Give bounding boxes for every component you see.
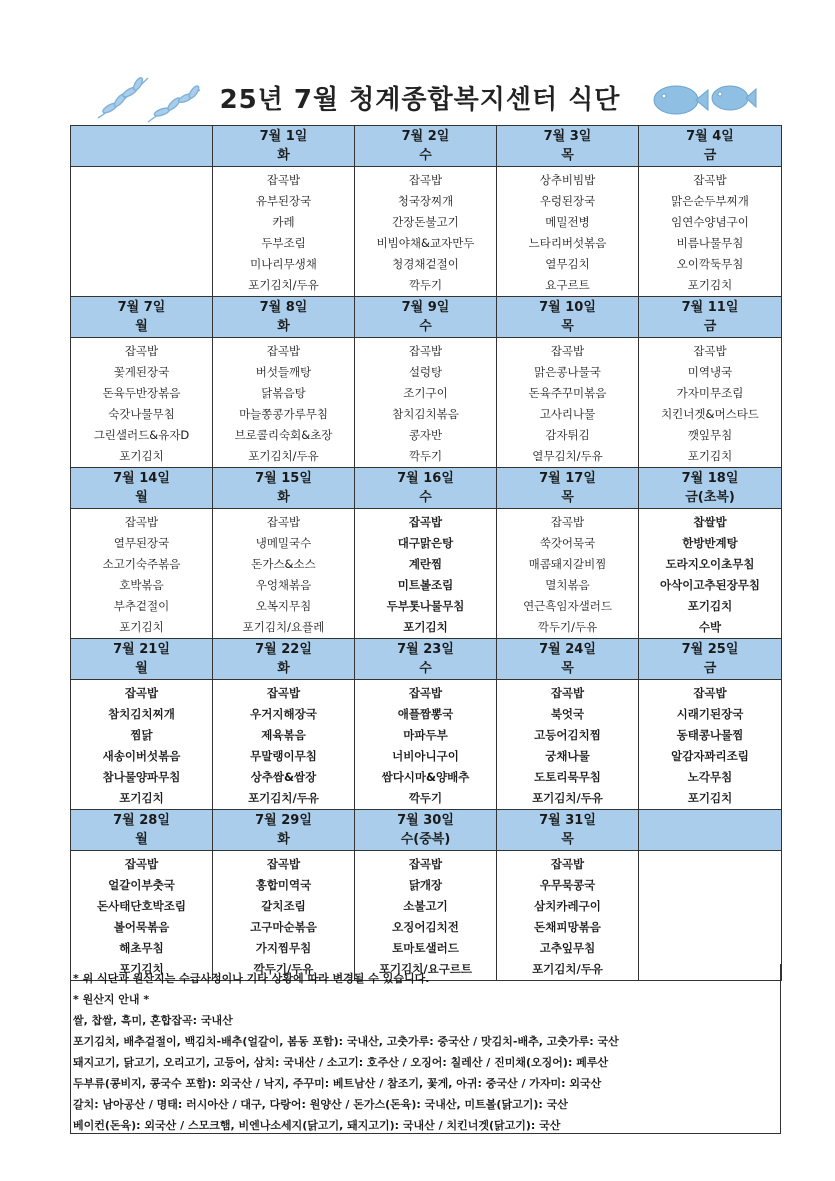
menu-item: 쌈다시마&양배추 — [381, 770, 470, 784]
weekday-label: 목 — [561, 148, 574, 163]
date-label: 7월 18일 — [681, 471, 739, 486]
date-label — [71, 126, 212, 127]
weekday-label: 목 — [561, 490, 574, 505]
date-row — [71, 126, 782, 167]
date-label: 7월 22일 — [255, 642, 312, 657]
menu-item: 찜닭 — [130, 728, 153, 742]
date-label — [639, 810, 781, 811]
menu-item: 매콤돼지갈비찜 — [528, 557, 607, 571]
menu-item: 잡곡밥 — [550, 857, 585, 871]
menu-item: 그린샐러드&유자D — [93, 428, 190, 442]
menu-item: 동태콩나물찜 — [676, 728, 744, 742]
date-row — [71, 639, 782, 680]
date-cell — [497, 468, 639, 509]
menu-item: 부추겉절이 — [113, 599, 170, 613]
date-label: 7월 29일 — [255, 813, 312, 828]
menu-item: 소불고기 — [403, 899, 448, 913]
menu-item: 느타리버섯볶음 — [528, 236, 607, 250]
date-cell — [71, 810, 213, 851]
menu-item: 잡곡밥 — [693, 173, 727, 187]
menu-item: 오이깍둑무침 — [676, 257, 744, 271]
menu-item: 깍두기/두유 — [253, 962, 314, 976]
notes-line: 포기김치, 배추겉절이, 백김치-배추(얼갈이, 봄동 포함): 국내산, 고춧가루: 중국산 / 맛김치-배추, 고춧가루: 국산 — [73, 1035, 619, 1048]
date-cell — [355, 810, 497, 851]
menu-cell — [355, 167, 497, 297]
weekday-label: 수 — [419, 319, 432, 334]
date-label: 7월 21일 — [113, 642, 170, 657]
date-label: 7월 7일 — [117, 300, 166, 315]
date-label: 7월 3일 — [543, 129, 592, 144]
weekday-label: 월 — [135, 319, 148, 334]
notes-line: 두부류(콩비지, 콩국수 포함): 외국산 / 낙지, 주꾸미: 베트남산 / 참조기, 꽃게, 아귀: 중국산 / 가자미: 외국산 — [73, 1077, 602, 1090]
date-row — [71, 468, 782, 509]
menu-item: 포기김치 — [687, 449, 733, 463]
date-cell — [71, 639, 213, 680]
weekday-label: 금 — [703, 661, 717, 676]
date-cell — [497, 810, 639, 851]
menu-item: 가지찜무침 — [255, 941, 312, 955]
menu-item: 열무된장국 — [113, 536, 170, 550]
menu-item: 포기김치 — [119, 620, 164, 634]
date-cell — [355, 468, 497, 509]
menu-row — [71, 680, 782, 810]
menu-item: 미나리무생채 — [250, 257, 317, 271]
date-label: 7월 15일 — [255, 471, 312, 486]
date-cell — [497, 126, 639, 167]
menu-item: 돈사태단호박조림 — [97, 899, 186, 913]
menu-item: 요구르트 — [545, 278, 590, 292]
weekday-label: 화 — [277, 661, 290, 676]
menu-row — [71, 851, 782, 981]
menu-item: 포기김치/요플레 — [242, 620, 325, 634]
menu-item: 잡곡밥 — [408, 857, 443, 871]
menu-item: 임연수양념구이 — [671, 215, 749, 229]
menu-item: 마파두부 — [403, 728, 448, 742]
menu-item: 우엉채볶음 — [255, 578, 312, 592]
date-cell — [213, 639, 355, 680]
menu-item: 상추비빔밥 — [539, 173, 596, 187]
date-cell — [71, 297, 213, 338]
menu-cell — [71, 851, 213, 981]
menu-cell — [355, 851, 497, 981]
menu-item: 알감자꽈리조림 — [671, 749, 749, 763]
menu-item: 궁채나물 — [545, 749, 590, 763]
menu-item: 잡곡밥 — [408, 686, 443, 700]
date-cell — [639, 810, 782, 851]
notes-line: * 위 식단과 원산지는 수급사정이나 기타 상황에 따라 변경될 수 있습니다. — [73, 972, 430, 985]
menu-item: 잡곡밥 — [124, 686, 159, 700]
weekday-label: 수 — [419, 661, 432, 676]
menu-item: 꽃게된장국 — [113, 365, 170, 379]
weekday-label: 수 — [419, 148, 432, 163]
menu-table — [70, 125, 782, 981]
page-title: 25년 7월 청계종합복지센터 식단 — [219, 85, 621, 115]
menu-item: 가자미무조림 — [676, 386, 744, 400]
weekday-label: 목 — [561, 832, 574, 847]
menu-item: 잡곡밥 — [550, 515, 585, 529]
menu-item: 무말랭이무침 — [250, 749, 317, 763]
menu-item: 맑은순두부찌개 — [671, 194, 749, 208]
menu-item: 한방반계탕 — [682, 536, 738, 550]
weekday-label: 화 — [277, 148, 290, 163]
menu-cell — [355, 338, 497, 468]
menu-item: 삼치카레구이 — [534, 899, 601, 913]
menu-item: 맑은콩나물국 — [534, 365, 601, 379]
menu-item: 오징어김치전 — [392, 920, 459, 934]
date-cell — [355, 297, 497, 338]
menu-item: 깍두기 — [408, 449, 443, 463]
date-cell — [497, 639, 639, 680]
menu-item: 포기김치/두유 — [532, 791, 603, 805]
menu-item: 연근흑임자샐러드 — [523, 599, 612, 613]
date-label: 7월 24일 — [539, 642, 596, 657]
menu-item: 토마토샐러드 — [392, 941, 459, 955]
menu-item: 잡곡밥 — [124, 344, 159, 358]
menu-item: 포기김치 — [687, 791, 733, 805]
menu-item: 깍두기 — [408, 278, 443, 292]
menu-item: 우거지해장국 — [250, 707, 317, 721]
date-label: 7월 23일 — [397, 642, 454, 657]
menu-item: 비름나물무침 — [676, 236, 744, 250]
menu-item: 오복지무침 — [255, 599, 312, 613]
menu-item: 얼갈이부춧국 — [108, 878, 175, 892]
menu-item: 새송이버섯볶음 — [102, 749, 181, 763]
menu-cell — [213, 680, 355, 810]
menu-item: 참치김치찌개 — [108, 707, 175, 721]
menu-row — [71, 338, 782, 468]
menu-cell — [355, 509, 497, 639]
weekday-label: 수 — [419, 490, 432, 505]
date-cell — [71, 468, 213, 509]
menu-cell — [497, 167, 639, 297]
menu-cell — [639, 338, 782, 468]
date-cell — [213, 810, 355, 851]
menu-item: 조기구이 — [403, 386, 448, 400]
date-label: 7월 25일 — [681, 642, 739, 657]
date-cell — [497, 297, 639, 338]
date-cell — [355, 639, 497, 680]
menu-item: 잡곡밥 — [266, 686, 301, 700]
date-cell — [213, 297, 355, 338]
menu-item: 아삭이고추된장무침 — [660, 578, 760, 592]
menu-item: 두부톳나물무침 — [386, 599, 465, 613]
menu-item: 닭볶음탕 — [261, 386, 306, 400]
weekday-label: 화 — [277, 832, 290, 847]
menu-cell — [639, 680, 782, 810]
origin-notes — [70, 964, 781, 1134]
weekday-label: 월 — [135, 490, 148, 505]
weekday-label: 금 — [703, 319, 717, 334]
menu-cell — [213, 509, 355, 639]
menu-item: 포기김치/요구르트 — [378, 962, 473, 976]
menu-item: 너비아니구이 — [392, 749, 459, 763]
menu-item: 잡곡밥 — [266, 857, 301, 871]
date-label: 7월 17일 — [539, 471, 596, 486]
menu-item: 우렁된장국 — [539, 194, 596, 208]
menu-item: 깻잎무침 — [687, 428, 733, 442]
menu-item: 깍두기/두유 — [537, 620, 598, 634]
notes-line: * 원산지 안내 * — [73, 993, 150, 1006]
menu-item: 홍합미역국 — [255, 878, 312, 892]
date-cell — [213, 468, 355, 509]
menu-item: 고사리나물 — [539, 407, 596, 421]
menu-item: 포기김치/두유 — [532, 962, 603, 976]
menu-item: 포기김치 — [687, 278, 733, 292]
weekday-label: 목 — [561, 319, 574, 334]
menu-item: 브로콜리숙회&초장 — [234, 428, 333, 442]
menu-item: 참치김치볶음 — [392, 407, 459, 421]
menu-item: 설렁탕 — [408, 365, 443, 379]
weekday-label: 화 — [277, 319, 290, 334]
menu-item: 간장돈불고기 — [392, 215, 459, 229]
menu-item: 미트볼조림 — [397, 578, 454, 592]
menu-item: 찹쌀밥 — [693, 515, 727, 529]
menu-item: 도토리묵무침 — [534, 770, 601, 784]
menu-item: 포기김치/두유 — [248, 278, 319, 292]
page-header — [0, 62, 835, 128]
menu-cell — [639, 851, 782, 981]
menu-item: 포기김치 — [119, 962, 164, 976]
menu-item: 멸치볶음 — [545, 578, 590, 592]
notes-line: 쌀, 찹쌀, 흑미, 혼합잡곡: 국내산 — [73, 1014, 233, 1027]
menu-item: 감자튀김 — [545, 428, 590, 442]
menu-item: 돈육주꾸미볶음 — [528, 386, 607, 400]
notes-line: 베이컨(돈육): 외국산 / 스모크햄, 비엔나소세지(닭고기, 돼지고기): 국내산 / 치킨너겟(닭고기): 국산 — [73, 1119, 561, 1132]
date-label: 7월 10일 — [539, 300, 596, 315]
menu-item: 냉메밀국수 — [255, 536, 312, 550]
menu-item: 소고기숙주볶음 — [102, 557, 181, 571]
menu-item: 메밀전병 — [545, 215, 590, 229]
menu-item: 포기김치 — [687, 599, 733, 613]
menu-item: 잡곡밥 — [266, 515, 301, 529]
date-cell — [639, 639, 782, 680]
menu-item: 잡곡밥 — [124, 515, 159, 529]
menu-cell — [355, 680, 497, 810]
menu-item: 우무묵콩국 — [539, 878, 596, 892]
date-row — [71, 297, 782, 338]
weekday-label: 목 — [561, 661, 574, 676]
menu-item: 호박볶음 — [119, 578, 164, 592]
menu-item: 포기김치 — [119, 791, 164, 805]
menu-item: 도라지오이초무침 — [665, 557, 755, 571]
menu-item: 열무김치 — [545, 257, 590, 271]
menu-item: 마늘쫑콩가루무침 — [239, 407, 328, 421]
menu-cell — [497, 851, 639, 981]
weekday-label: 수(중복) — [400, 832, 451, 847]
menu-cell — [497, 509, 639, 639]
menu-item: 잡곡밥 — [266, 344, 301, 358]
menu-item: 카레 — [272, 215, 295, 229]
date-label: 7월 4일 — [686, 129, 734, 144]
date-label: 7월 31일 — [539, 813, 596, 828]
menu-item: 돈육두반장볶음 — [102, 386, 181, 400]
menu-cell — [71, 338, 213, 468]
weekday-label: 월 — [135, 661, 148, 676]
menu-cell — [639, 167, 782, 297]
menu-item: 고구마순볶음 — [250, 920, 317, 934]
menu-item: 잡곡밥 — [266, 173, 301, 187]
menu-item: 돈채피망볶음 — [534, 920, 601, 934]
menu-item: 계란찜 — [408, 557, 443, 571]
menu-cell — [71, 509, 213, 639]
menu-cell — [497, 338, 639, 468]
date-label: 7월 2일 — [401, 129, 450, 144]
date-label: 7월 9일 — [401, 300, 450, 315]
fish-decoration-icon — [648, 72, 758, 122]
menu-item: 고등어김치찜 — [534, 728, 601, 742]
menu-item: 시래기된장국 — [676, 707, 744, 721]
menu-item: 잡곡밥 — [693, 686, 727, 700]
menu-item: 북엇국 — [550, 707, 585, 721]
notes-line: 갈치: 남아공산 / 명태: 러시아산 / 대구, 다랑어: 원양산 / 돈가스(돈육): 국내산, 미트볼(닭고기): 국산 — [73, 1098, 568, 1111]
menu-item: 제육볶음 — [261, 728, 306, 742]
menu-item: 유부된장국 — [255, 194, 312, 208]
menu-item: 잡곡밥 — [550, 344, 585, 358]
menu-cell — [639, 509, 782, 639]
menu-item: 잡곡밥 — [408, 515, 443, 529]
menu-cell — [213, 851, 355, 981]
menu-item: 잡곡밥 — [408, 344, 443, 358]
menu-item: 잡곡밥 — [408, 173, 443, 187]
weekday-label: 화 — [277, 490, 290, 505]
menu-item: 잡곡밥 — [124, 857, 159, 871]
date-cell — [71, 126, 213, 167]
menu-item: 대구맑은탕 — [397, 536, 454, 550]
date-row — [71, 810, 782, 851]
menu-item: 포기김치 — [119, 449, 164, 463]
menu-item: 돈가스&소스 — [251, 557, 316, 571]
date-label: 7월 28일 — [113, 813, 170, 828]
menu-item: 해초무침 — [119, 941, 164, 955]
notes-line: 돼지고기, 닭고기, 오리고기, 고등어, 삼치: 국내산 / 소고기: 호주산 / 오징어: 칠레산 / 진미채(오징어): 페루산 — [73, 1056, 609, 1069]
menu-item: 쑥갓어묵국 — [539, 536, 596, 550]
menu-cell — [71, 680, 213, 810]
date-cell — [639, 297, 782, 338]
date-cell — [639, 126, 782, 167]
menu-item: 청경채겉절이 — [392, 257, 459, 271]
menu-item: 갈치조림 — [261, 899, 306, 913]
date-label: 7월 14일 — [113, 471, 170, 486]
date-label: 7월 11일 — [681, 300, 739, 315]
date-label: 7월 16일 — [397, 471, 454, 486]
weekday-label: 월 — [135, 832, 148, 847]
menu-item: 볼어묵볶음 — [113, 920, 170, 934]
menu-item: 잡곡밥 — [693, 344, 727, 358]
menu-row — [71, 167, 782, 297]
menu-item: 버섯들깨탕 — [255, 365, 312, 379]
menu-item: 청국장찌개 — [397, 194, 454, 208]
menu-item: 상추쌈&쌈장 — [250, 770, 317, 784]
menu-item: 포기김치/두유 — [248, 791, 319, 805]
menu-item: 닭개장 — [408, 878, 443, 892]
menu-item: 참나물양파무침 — [102, 770, 181, 784]
menu-item: 두부조림 — [261, 236, 306, 250]
menu-item: 잡곡밥 — [550, 686, 585, 700]
menu-item: 미역냉국 — [687, 365, 733, 379]
menu-item: 수박 — [698, 620, 722, 634]
menu-item: 콩자반 — [408, 428, 443, 442]
date-cell — [639, 468, 782, 509]
menu-item: 포기김치 — [403, 620, 448, 634]
menu-item: 숙갓나물무침 — [108, 407, 175, 421]
menu-item: 노각무침 — [687, 770, 733, 784]
date-cell — [355, 126, 497, 167]
weekday-label: 금(초복) — [685, 490, 735, 505]
menu-cell — [497, 680, 639, 810]
date-label: 7월 8일 — [259, 300, 308, 315]
menu-cell — [213, 338, 355, 468]
menu-item: 포기김치/두유 — [248, 449, 319, 463]
menu-item: 고추잎무침 — [539, 941, 596, 955]
menu-cell — [71, 167, 213, 297]
menu-item: 애플짬뽕국 — [397, 707, 454, 721]
menu-row — [71, 509, 782, 639]
date-label: 7월 30일 — [397, 813, 454, 828]
date-cell — [213, 126, 355, 167]
menu-cell — [213, 167, 355, 297]
menu-item: 치킨너겟&머스타드 — [661, 407, 759, 421]
date-label: 7월 1일 — [259, 129, 308, 144]
menu-item: 열무김치/두유 — [532, 449, 603, 463]
menu-item: 비빔야채&교자만두 — [376, 236, 475, 250]
weekday-label: 금 — [703, 148, 717, 163]
menu-item: 깍두기 — [408, 791, 443, 805]
